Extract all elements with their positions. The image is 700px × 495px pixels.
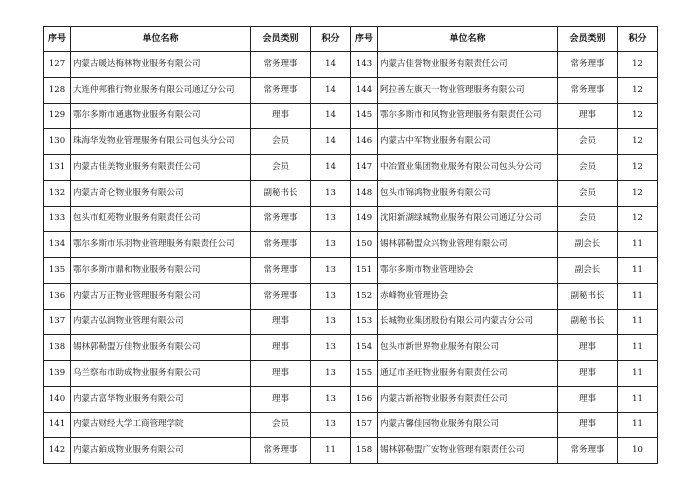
left-no-cell: 136 [44,283,71,309]
table-row [44,283,658,309]
header-row [44,27,658,52]
left-no-cell: 135 [44,258,71,284]
right-unit-name-cell: 锡林郭勒盟众兴物业管理有限公司 [378,232,558,258]
right-unit-name-cell: 锡林郭勒盟广安物业管理有限责任公司 [378,438,558,464]
left-score-cell: 14 [311,77,351,103]
left-member-type-cell: 副秘书长 [251,180,311,206]
left-member-type-cell: 理事 [251,103,311,129]
left-score-cell: 13 [311,335,351,361]
right-unit-name-cell: 包头市锦鸿物业服务有限公司 [378,180,558,206]
right-no-cell: 143 [351,52,378,78]
left-score-cell: 13 [311,258,351,284]
left-unit-name-cell: 内蒙古奇仑物业服务有限公司 [71,180,251,206]
right-member-type-cell: 理事 [558,386,618,412]
right-member-type-cell: 会员 [558,155,618,181]
left-score-cell: 13 [311,412,351,438]
left-member-type-cell: 常务理事 [251,258,311,284]
right-unit-name-cell: 沈阳新湖绿城物业服务有限公司通辽分公司 [378,206,558,232]
left-unit-name-cell: 内蒙古万正物业管理服务有限公司 [71,283,251,309]
left-unit-name-cell: 大连仲邦雅行物业服务有限公司通辽分公司 [71,77,251,103]
table-row [44,335,658,361]
left-score-cell: 14 [311,129,351,155]
right-no-cell: 158 [351,438,378,464]
left-no-cell: 131 [44,155,71,181]
right-unit-name-cell: 赤峰物业管理协会 [378,283,558,309]
member-score-table [43,26,658,464]
left-unit-name-cell: 内蒙古富华物业服务有限公司 [71,386,251,412]
header-score: 积分 [618,27,658,52]
left-member-type-cell: 常务理事 [251,206,311,232]
table-row [44,386,658,412]
right-no-cell: 149 [351,206,378,232]
left-unit-name-cell: 珠海华发物业管理服务有限公司包头分公司 [71,129,251,155]
left-member-type-cell: 理事 [251,386,311,412]
left-unit-name-cell: 乌兰察布市助成物业服务有限公司 [71,361,251,387]
left-unit-name-cell: 鄂尔多斯市鼎和物业服务有限公司 [71,258,251,284]
left-no-cell: 138 [44,335,71,361]
header-no: 序号 [351,27,378,52]
left-unit-name-cell: 内蒙古暖达梅林物业服务有限公司 [71,52,251,78]
table-row [44,206,658,232]
left-score-cell: 13 [311,283,351,309]
right-member-type-cell: 常务理事 [558,438,618,464]
left-no-cell: 142 [44,438,71,464]
header-unit-name: 单位名称 [378,27,558,52]
right-score-cell: 10 [618,438,658,464]
left-unit-name-cell: 内蒙古财经大学工商管理学院 [71,412,251,438]
right-no-cell: 148 [351,180,378,206]
left-score-cell: 11 [311,438,351,464]
right-score-cell: 11 [618,232,658,258]
right-member-type-cell: 常务理事 [558,77,618,103]
left-unit-name-cell: 鄂尔多斯市乐羽物业管理服务有限责任公司 [71,232,251,258]
table-row [44,412,658,438]
left-unit-name-cell: 内蒙古弘润物业管理有限公司 [71,309,251,335]
table-row [44,129,658,155]
right-score-cell: 11 [618,386,658,412]
left-member-type-cell: 理事 [251,335,311,361]
right-unit-name-cell: 阿拉善左旗天一物业管理服务有限公司 [378,77,558,103]
right-no-cell: 157 [351,412,378,438]
right-no-cell: 150 [351,232,378,258]
right-no-cell: 154 [351,335,378,361]
header-member-type: 会员类别 [251,27,311,52]
left-score-cell: 14 [311,52,351,78]
right-member-type-cell: 理事 [558,335,618,361]
right-member-type-cell: 副秘书长 [558,283,618,309]
right-member-type-cell: 副秘书长 [558,309,618,335]
header-score: 积分 [311,27,351,52]
right-member-type-cell: 会员 [558,180,618,206]
right-no-cell: 156 [351,386,378,412]
right-score-cell: 11 [618,309,658,335]
left-unit-name-cell: 内蒙古銆成物业服务有限公司 [71,438,251,464]
left-member-type-cell: 会员 [251,129,311,155]
left-score-cell: 13 [311,232,351,258]
right-score-cell: 11 [618,283,658,309]
right-no-cell: 144 [351,77,378,103]
right-unit-name-cell: 鄂尔多斯市物业管理协会 [378,258,558,284]
left-member-type-cell: 理事 [251,309,311,335]
right-score-cell: 12 [618,180,658,206]
right-member-type-cell: 理事 [558,412,618,438]
right-member-type-cell: 理事 [558,361,618,387]
header-unit-name: 单位名称 [71,27,251,52]
left-member-type-cell: 常务理事 [251,232,311,258]
left-no-cell: 132 [44,180,71,206]
right-no-cell: 153 [351,309,378,335]
table-row [44,309,658,335]
right-score-cell: 11 [618,335,658,361]
left-score-cell: 14 [311,103,351,129]
table-row [44,361,658,387]
header-member-type: 会员类别 [558,27,618,52]
right-no-cell: 147 [351,155,378,181]
left-no-cell: 133 [44,206,71,232]
right-score-cell: 12 [618,206,658,232]
right-member-type-cell: 会员 [558,206,618,232]
table-row [44,155,658,181]
left-score-cell: 13 [311,386,351,412]
left-no-cell: 130 [44,129,71,155]
right-unit-name-cell: 内蒙古中军物业服务有限公司 [378,129,558,155]
left-no-cell: 128 [44,77,71,103]
right-member-type-cell: 理事 [558,103,618,129]
right-score-cell: 12 [618,155,658,181]
left-unit-name-cell: 内蒙古佳美物业服务有限责任公司 [71,155,251,181]
right-member-type-cell: 副会长 [558,232,618,258]
left-no-cell: 137 [44,309,71,335]
right-score-cell: 11 [618,258,658,284]
left-score-cell: 14 [311,155,351,181]
left-no-cell: 129 [44,103,71,129]
right-unit-name-cell: 鄂尔多斯市和风物业管理服务有限责任公司 [378,103,558,129]
right-unit-name-cell: 中冶置业集团物业服务有限公司包头分公司 [378,155,558,181]
right-score-cell: 12 [618,129,658,155]
right-member-type-cell: 常务理事 [558,52,618,78]
right-no-cell: 146 [351,129,378,155]
left-member-type-cell: 常务理事 [251,77,311,103]
header-no: 序号 [44,27,71,52]
left-score-cell: 13 [311,180,351,206]
left-no-cell: 134 [44,232,71,258]
left-no-cell: 140 [44,386,71,412]
table-row [44,232,658,258]
right-member-type-cell: 会员 [558,129,618,155]
right-unit-name-cell: 长城物业集团股份有限公司内蒙古分公司 [378,309,558,335]
left-member-type-cell: 常务理事 [251,438,311,464]
left-member-type-cell: 会员 [251,155,311,181]
right-member-type-cell: 副会长 [558,258,618,284]
left-no-cell: 141 [44,412,71,438]
right-no-cell: 152 [351,283,378,309]
left-no-cell: 127 [44,52,71,78]
left-unit-name-cell: 鄂尔多斯市通惠物业服务有限公司 [71,103,251,129]
left-member-type-cell: 会员 [251,412,311,438]
right-unit-name-cell: 包头市新世界物业服务有限公司 [378,335,558,361]
right-unit-name-cell: 内蒙古佳誉物业服务有限责任公司 [378,52,558,78]
right-score-cell: 12 [618,52,658,78]
table-row [44,77,658,103]
left-member-type-cell: 常务理事 [251,283,311,309]
right-score-cell: 11 [618,361,658,387]
left-score-cell: 13 [311,361,351,387]
left-score-cell: 13 [311,309,351,335]
table-row [44,103,658,129]
table-row [44,180,658,206]
right-score-cell: 11 [618,412,658,438]
right-score-cell: 12 [618,103,658,129]
left-unit-name-cell: 包头市虹苑物业服务有限责任公司 [71,206,251,232]
left-unit-name-cell: 锡林郭勒盟万佳物业服务有限公司 [71,335,251,361]
right-unit-name-cell: 内蒙古馨佳园物业服务有限公司 [378,412,558,438]
table-row [44,438,658,464]
left-no-cell: 139 [44,361,71,387]
table-row [44,52,658,78]
left-member-type-cell: 理事 [251,361,311,387]
right-no-cell: 151 [351,258,378,284]
right-unit-name-cell: 内蒙古新裕物业服务有限责任公司 [378,386,558,412]
right-unit-name-cell: 通辽市圣旺物业服务有限责任公司 [378,361,558,387]
right-no-cell: 155 [351,361,378,387]
left-score-cell: 13 [311,206,351,232]
left-member-type-cell: 常务理事 [251,52,311,78]
right-score-cell: 12 [618,77,658,103]
table-row [44,258,658,284]
right-no-cell: 145 [351,103,378,129]
